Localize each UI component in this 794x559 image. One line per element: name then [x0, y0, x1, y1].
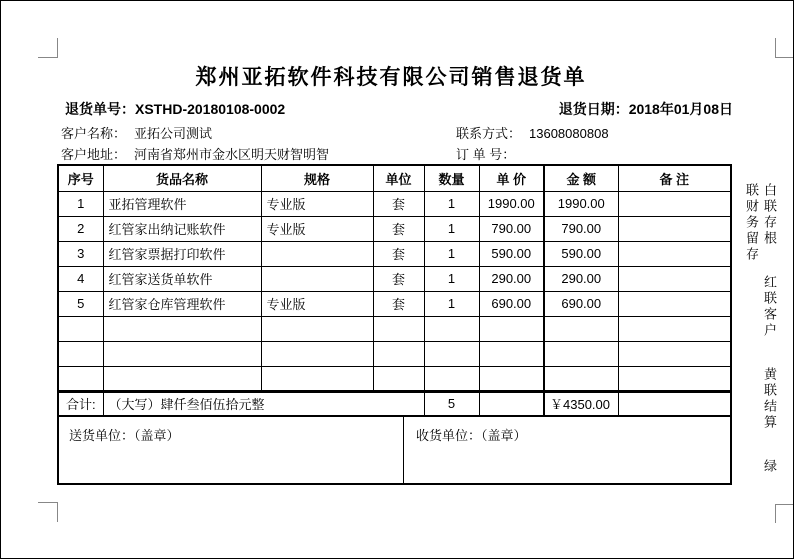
meta-row	[65, 99, 733, 119]
cell-spec	[261, 241, 373, 266]
signature-section	[57, 417, 732, 485]
cell-remark	[618, 366, 731, 391]
contact-field	[456, 123, 609, 142]
cell-spec	[261, 266, 373, 291]
cell-unit: 套	[373, 216, 424, 241]
cell-unit-price: 690.00	[479, 291, 544, 316]
col-header-remark: 备 注	[618, 165, 731, 191]
table-row	[58, 266, 731, 291]
col-header-product-name: 货品名称	[103, 165, 261, 191]
cell-unit	[373, 366, 424, 391]
crop-mark-bottom-right	[775, 504, 794, 523]
cell-product-name: 红管家票据打印软件	[103, 241, 261, 266]
customer-name-row	[61, 123, 741, 142]
items-form-area	[57, 164, 732, 485]
items-table	[57, 164, 732, 417]
customer-address-value: 河南省郑州市金水区明天财智明智	[134, 147, 330, 162]
cell-unit: 套	[373, 291, 424, 316]
cell-unit-price	[479, 366, 544, 391]
cell-product-name: 红管家出纳记账软件	[103, 216, 261, 241]
total-quantity: 5	[424, 391, 479, 416]
cell-product-name	[103, 316, 261, 341]
return-order-number-value: XSTHD-20180108-0002	[135, 101, 286, 117]
cell-remark	[618, 316, 731, 341]
cell-spec	[261, 316, 373, 341]
cell-unit: 套	[373, 241, 424, 266]
cell-index: 3	[58, 241, 103, 266]
cell-quantity: 1	[424, 191, 479, 216]
return-date	[559, 99, 733, 119]
return-date-value: 2018年01月08日	[628, 101, 733, 117]
cell-quantity: 1	[424, 216, 479, 241]
cell-unit	[373, 341, 424, 366]
cell-unit	[373, 316, 424, 341]
table-row	[58, 191, 731, 216]
cell-amount: 590.00	[544, 241, 618, 266]
col-header-unit-price: 单 价	[479, 165, 544, 191]
total-unit-price-empty	[479, 391, 544, 416]
cell-amount: 290.00	[544, 266, 618, 291]
cell-unit-price	[479, 316, 544, 341]
table-row	[58, 216, 731, 241]
cell-amount	[544, 316, 618, 341]
cell-index	[58, 316, 103, 341]
customer-name-label: 客户名称：	[61, 126, 127, 141]
col-header-spec: 规格	[261, 165, 373, 191]
cell-spec: 专业版	[261, 191, 373, 216]
total-row	[58, 391, 731, 416]
cell-quantity: 1	[424, 266, 479, 291]
form-title: 郑州亚拓软件科技有限公司销售退货单	[195, 66, 587, 89]
cell-quantity: 1	[424, 241, 479, 266]
cell-remark	[618, 266, 731, 291]
order-ref-label: 订 单 号：	[456, 147, 516, 162]
col-header-index: 序号	[58, 165, 103, 191]
cell-amount: 690.00	[544, 291, 618, 316]
cell-index	[58, 366, 103, 391]
cell-remark	[618, 216, 731, 241]
cell-remark	[618, 341, 731, 366]
return-date-label: 退货日期：	[558, 101, 629, 117]
cell-amount: 790.00	[544, 216, 618, 241]
crop-mark-bottom-left	[38, 502, 58, 522]
cell-quantity	[424, 341, 479, 366]
copy-note-red: 红联客户	[762, 275, 777, 339]
cell-spec	[261, 366, 373, 391]
cell-index: 5	[58, 291, 103, 316]
cell-unit: 套	[373, 266, 424, 291]
cell-quantity: 1	[424, 291, 479, 316]
sender-signature-cell: 送货单位：（盖章）	[59, 417, 404, 483]
cell-spec: 专业版	[261, 216, 373, 241]
crop-mark-top-right	[775, 38, 794, 58]
cell-index: 2	[58, 216, 103, 241]
copy-note-green: 绿联财务留存	[744, 183, 777, 475]
cell-unit-price: 790.00	[479, 216, 544, 241]
return-order-number	[65, 99, 285, 119]
total-amount-in-words: （大写）肆仟叁佰伍拾元整	[103, 391, 424, 416]
cell-product-name: 红管家仓库管理软件	[103, 291, 261, 316]
cell-amount	[544, 341, 618, 366]
copy-note-yellow: 黄联结算	[762, 367, 777, 431]
total-remark-empty	[618, 391, 731, 416]
total-amount: ￥4350.00	[544, 391, 618, 416]
cell-index	[58, 341, 103, 366]
cell-unit-price: 1990.00	[479, 191, 544, 216]
col-header-amount: 金 额	[544, 165, 618, 191]
cell-amount: 1990.00	[544, 191, 618, 216]
cell-unit-price: 590.00	[479, 241, 544, 266]
col-header-quantity: 数量	[424, 165, 479, 191]
cell-product-name: 红管家送货单软件	[103, 266, 261, 291]
cell-index: 1	[58, 191, 103, 216]
crop-mark-top-left	[38, 38, 58, 58]
cell-unit-price: 290.00	[479, 266, 544, 291]
cell-product-name	[103, 366, 261, 391]
cell-remark	[618, 291, 731, 316]
cell-unit-price	[479, 341, 544, 366]
table-row	[58, 241, 731, 266]
cell-remark	[618, 191, 731, 216]
order-ref-field	[456, 144, 523, 163]
receiver-signature-cell: 收货单位：（盖章）	[416, 428, 527, 443]
contact-value: 13608080808	[529, 126, 609, 141]
copy-distribution-note	[742, 183, 778, 483]
cell-amount	[544, 366, 618, 391]
items-table-header-row	[58, 165, 731, 191]
table-row	[58, 291, 731, 316]
cell-unit: 套	[373, 191, 424, 216]
customer-address-row	[61, 144, 741, 163]
cell-product-name	[103, 341, 261, 366]
cell-remark	[618, 241, 731, 266]
table-row-empty	[58, 366, 731, 391]
cell-index: 4	[58, 266, 103, 291]
cell-spec	[261, 341, 373, 366]
table-row-empty	[58, 316, 731, 341]
col-header-unit: 单位	[373, 165, 424, 191]
table-row-empty	[58, 341, 731, 366]
customer-name-value: 亚拓公司测试	[134, 126, 213, 141]
cell-spec: 专业版	[261, 291, 373, 316]
copy-note-white: 白联存根	[762, 183, 777, 247]
cell-quantity	[424, 316, 479, 341]
total-label: 合计:	[58, 391, 103, 416]
contact-label: 联系方式：	[456, 126, 522, 141]
return-order-number-label: 退货单号：	[65, 101, 135, 117]
cell-product-name: 亚拓管理软件	[103, 191, 261, 216]
cell-quantity	[424, 366, 479, 391]
customer-address-label: 客户地址：	[61, 147, 127, 162]
